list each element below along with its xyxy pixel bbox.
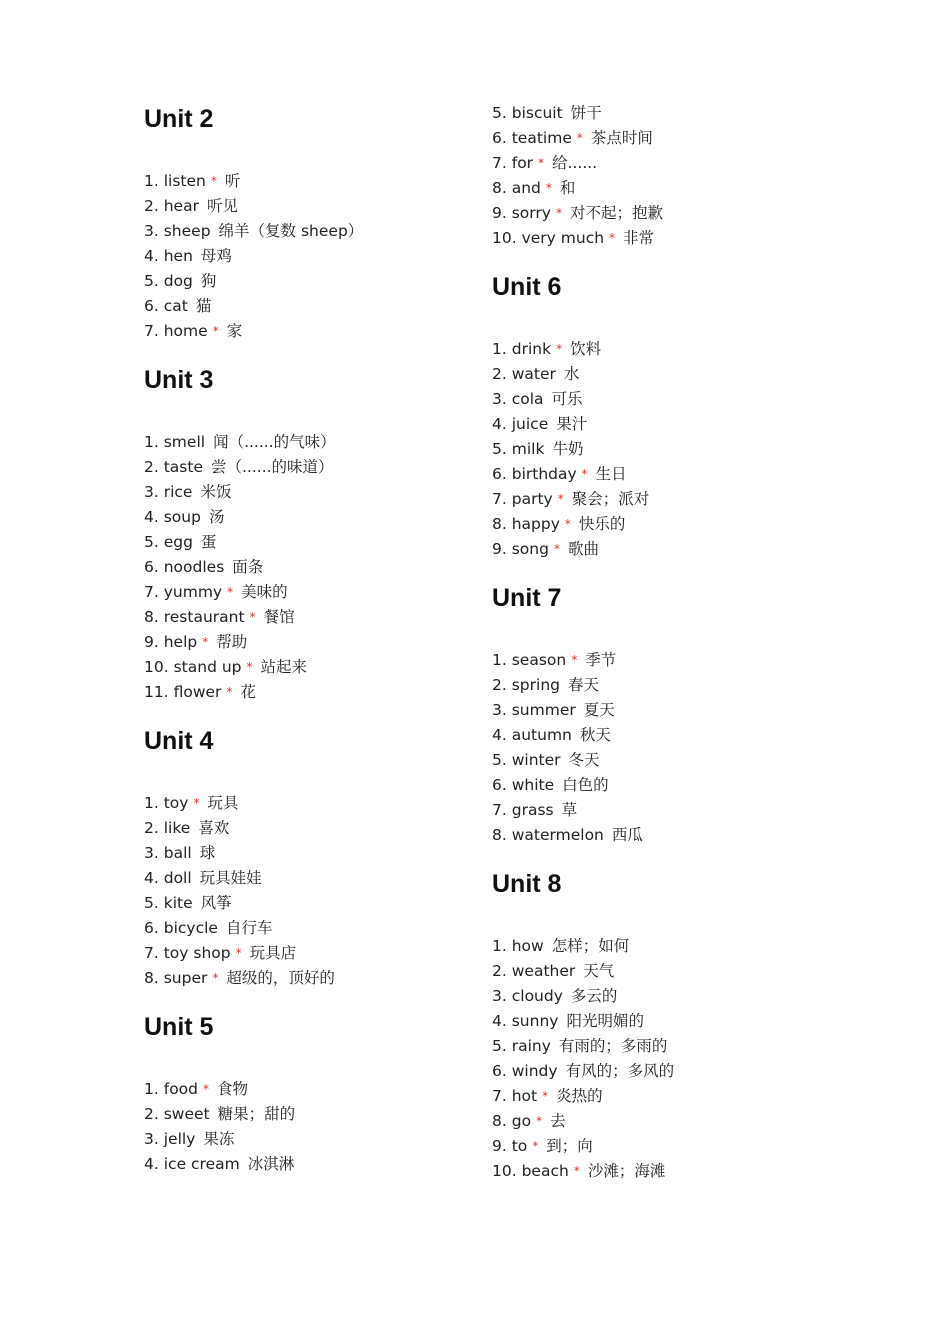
vocab-english: ball [163,844,192,862]
vocab-number: 3. [144,844,159,862]
key-word-star-icon: * [571,653,578,667]
vocab-english: water [511,365,556,383]
vocab-chinese: 米饭 [200,483,232,501]
vocab-number: 3. [492,987,507,1005]
vocab-item [144,505,224,530]
unit-heading: Unit 6 [492,273,562,301]
vocab-item [492,1084,603,1109]
vocab-chinese: 聚会；派对 [571,490,650,508]
vocab-number: 4. [144,247,159,265]
vocab-english: sunny [511,1012,559,1030]
vocab-item [492,698,615,723]
vocab-item [492,176,575,201]
vocab-number: 5. [492,104,507,122]
vocab-english: milk [511,440,545,458]
vocab-number: 7. [492,154,507,172]
vocab-number: 9. [492,1137,507,1155]
vocab-number: 6. [492,129,507,147]
vocab-item [144,916,272,941]
vocab-item [492,487,649,512]
vocab-number: 3. [144,222,159,240]
vocab-english: doll [163,869,192,887]
vocab-number: 8. [492,826,507,844]
vocab-chinese: 水 [563,365,580,383]
vocab-english: smell [163,433,206,451]
vocab-chinese: 春天 [568,676,600,694]
vocab-chinese: 天气 [583,962,615,980]
vocab-english: toy [163,794,189,812]
vocab-chinese: 冰淇淋 [247,1155,295,1173]
vocab-chinese: 给...... [552,154,598,172]
vocab-number: 8. [492,179,507,197]
vocab-item [492,934,629,959]
vocab-chinese: 西瓜 [611,826,643,844]
vocab-number: 3. [144,483,159,501]
key-word-star-icon: * [202,635,209,649]
vocab-chinese: 尝（......的味道） [211,458,334,476]
vocab-number: 5. [492,751,507,769]
vocab-number: 2. [492,676,507,694]
vocab-english: weather [511,962,576,980]
vocab-number: 10. [144,658,169,676]
vocab-english: summer [511,701,576,719]
vocab-number: 11. [144,683,169,701]
vocab-english: autumn [511,726,572,744]
key-word-star-icon: * [545,181,552,195]
vocab-chinese: 家 [226,322,243,340]
vocab-number: 1. [144,172,159,190]
vocab-chinese: 生日 [595,465,627,483]
vocab-item [492,387,583,412]
key-word-star-icon: * [555,206,562,220]
vocab-english: ice cream [163,1155,240,1173]
vocab-chinese: 糖果；甜的 [217,1105,296,1123]
vocab-number: 7. [492,490,507,508]
vocab-english: noodles [163,558,225,576]
key-word-star-icon: * [249,610,256,624]
vocab-chinese: 猫 [195,297,212,315]
vocab-english: for [511,154,534,172]
vocab-chinese: 蛋 [200,533,217,551]
vocab-english: happy [511,515,560,533]
vocab-english: restaurant [163,608,245,626]
vocab-chinese: 饮料 [570,340,602,358]
vocab-chinese: 去 [550,1112,566,1130]
vocab-english: spring [511,676,560,694]
vocab-number: 8. [144,969,159,987]
vocab-chinese: 牛奶 [552,440,584,458]
vocab-english: rainy [511,1037,551,1055]
vocab-number: 1. [144,794,159,812]
vocab-number: 5. [144,894,159,912]
vocab-english: flower [173,683,222,701]
vocab-item [492,673,599,698]
key-word-star-icon: * [532,1139,539,1153]
unit-heading: Unit 8 [492,870,562,898]
vocab-item [492,462,627,487]
vocab-chinese: 面条 [232,558,264,576]
vocab-item [492,798,577,823]
vocab-english: yummy [163,583,223,601]
vocab-chinese: 球 [199,844,216,862]
vocab-chinese: 母鸡 [200,247,232,265]
vocab-chinese: 秋天 [579,726,611,744]
key-word-star-icon: * [536,1114,543,1128]
vocab-item [492,437,583,462]
vocab-item [492,1034,667,1059]
vocab-item [492,773,609,798]
key-word-star-icon: * [212,324,219,338]
vocab-number: 1. [492,651,507,669]
vocab-number: 8. [492,515,507,533]
key-word-star-icon: * [193,796,200,810]
vocab-number: 6. [144,297,159,315]
vocab-number: 7. [492,1087,507,1105]
vocab-chinese: 夏天 [583,701,615,719]
vocab-english: hear [163,197,199,215]
vocab-number: 5. [492,440,507,458]
vocab-number: 5. [144,533,159,551]
vocab-number: 5. [492,1037,507,1055]
vocab-english: beach [521,1162,569,1180]
vocab-english: jelly [163,1130,196,1148]
key-word-star-icon: * [556,342,563,356]
vocab-item [144,791,238,816]
vocab-english: rice [163,483,193,501]
vocab-chinese: 非常 [623,229,655,247]
vocab-number: 4. [492,415,507,433]
vocab-item [492,723,611,748]
vocab-english: to [511,1137,528,1155]
vocab-number: 7. [492,801,507,819]
vocab-english: drink [511,340,552,358]
vocab-chinese: 食物 [217,1080,249,1098]
vocab-chinese: 季节 [585,651,617,669]
vocab-english: winter [511,751,561,769]
vocab-chinese: 果汁 [556,415,588,433]
vocab-english: soup [163,508,201,526]
vocab-chinese: 帮助 [216,633,248,651]
vocab-number: 2. [144,458,159,476]
vocab-number: 1. [144,1080,159,1098]
key-word-star-icon: * [203,1082,209,1096]
vocab-item [492,1109,566,1134]
key-word-star-icon: * [564,517,571,531]
vocab-english: listen [163,172,206,190]
vocab-number: 5. [144,272,159,290]
vocab-english: taste [163,458,203,476]
vocab-item [492,337,601,362]
vocab-number: 3. [492,390,507,408]
vocab-item [492,1059,674,1084]
vocab-english: like [163,819,191,837]
vocab-item [144,319,242,344]
vocab-number: 6. [492,776,507,794]
vocab-english: season [511,651,567,669]
vocab-english: how [511,937,544,955]
vocab-item [492,362,579,387]
vocab-chinese: 美味的 [241,583,288,601]
vocab-english: grass [511,801,554,819]
vocab-number: 2. [492,962,507,980]
vocab-item [144,966,335,991]
vocab-english: white [511,776,555,794]
key-word-star-icon: * [246,660,253,674]
vocab-number: 9. [492,540,507,558]
vocab-chinese: 闻（......的气味） [213,433,336,451]
vocab-chinese: 有雨的；多雨的 [558,1037,668,1055]
vocab-chinese: 沙滩；海滩 [587,1162,666,1180]
vocab-chinese: 喜欢 [198,819,230,837]
vocab-item [144,169,240,194]
vocab-number: 9. [492,204,507,222]
vocab-item [144,480,232,505]
vocab-chinese: 狗 [200,272,217,290]
vocab-number: 10. [492,229,517,247]
vocab-chinese: 花 [240,683,256,701]
vocab-item [492,151,597,176]
vocab-chinese: 玩具娃娃 [199,869,262,887]
vocab-chinese: 听 [224,172,241,190]
vocab-item [144,244,232,269]
vocab-english: birthday [511,465,577,483]
vocab-item [144,530,216,555]
vocab-item [144,580,288,605]
vocab-number: 8. [492,1112,507,1130]
unit-heading: Unit 5 [144,1013,214,1041]
vocab-item [144,941,296,966]
vocab-number: 2. [492,365,507,383]
vocab-english: home [163,322,208,340]
vocab-chinese: 超级的，顶好的 [226,969,335,987]
unit-heading: Unit 2 [144,105,214,133]
key-word-star-icon: * [581,467,588,481]
vocab-item [144,1152,294,1177]
vocab-item [492,984,617,1009]
vocab-item [492,201,663,226]
key-word-star-icon: * [538,156,545,170]
unit-heading: Unit 3 [144,366,214,394]
vocab-item [144,816,229,841]
vocab-item [492,412,587,437]
vocab-number: 8. [144,608,159,626]
vocab-english: stand up [173,658,242,676]
vocab-chinese: 草 [561,801,578,819]
vocab-item [492,1159,665,1184]
vocab-chinese: 炎热的 [556,1087,603,1105]
vocab-chinese: 和 [559,179,576,197]
vocab-item [144,891,232,916]
vocab-item [144,841,215,866]
vocab-item [144,455,334,480]
vocab-item [144,555,263,580]
vocab-item [144,430,336,455]
vocab-chinese: 风筝 [200,894,232,912]
vocab-number: 4. [492,1012,507,1030]
vocab-item [144,294,211,319]
key-word-star-icon: * [553,542,560,556]
vocab-number: 1. [144,433,159,451]
vocab-number: 3. [144,1130,159,1148]
vocab-english: go [511,1112,532,1130]
vocab-number: 6. [492,465,507,483]
vocab-item [144,194,238,219]
vocab-number: 1. [492,937,507,955]
vocab-chinese: 有风的；多风的 [565,1062,675,1080]
vocab-item [144,1127,234,1152]
vocab-number: 6. [144,919,159,937]
vocab-number: 3. [492,701,507,719]
vocab-chinese: 多云的 [570,987,618,1005]
vocab-number: 7. [144,583,159,601]
key-word-star-icon: * [609,231,616,245]
vocab-chinese: 果冻 [203,1130,235,1148]
vocab-english: bicycle [163,919,218,937]
vocab-english: sorry [511,204,551,222]
vocab-item [144,655,307,680]
vocab-number: 9. [144,633,159,651]
vocab-chinese: 阳光明媚的 [566,1012,644,1030]
vocab-item [492,512,625,537]
vocab-english: help [163,633,198,651]
vocab-english: very much [521,229,605,247]
vocab-english: sheep [163,222,211,240]
vocab-english: toy shop [163,944,231,962]
vocab-chinese: 快乐的 [578,515,626,533]
vocab-item [492,648,616,673]
key-word-star-icon: * [557,492,564,506]
vocab-chinese: 对不起；抱歉 [569,204,663,222]
vocab-chinese: 冬天 [568,751,600,769]
vocab-english: biscuit [511,104,563,122]
vocab-chinese: 歌曲 [567,540,599,558]
vocab-number: 4. [144,869,159,887]
vocab-chinese: 餐馆 [263,608,295,626]
vocab-english: dog [163,272,193,290]
vocab-english: windy [511,1062,558,1080]
vocab-english: teatime [511,129,572,147]
key-word-star-icon: * [227,585,234,599]
key-word-star-icon: * [212,971,219,985]
vocab-number: 6. [144,558,159,576]
unit-heading: Unit 7 [492,584,562,612]
vocab-english: sweet [163,1105,210,1123]
vocab-item [492,748,600,773]
vocab-chinese: 白色的 [562,776,609,794]
vocab-english: cloudy [511,987,563,1005]
vocab-chinese: 玩具店 [249,944,297,962]
vocab-number: 7. [144,322,159,340]
vocab-number: 1. [492,340,507,358]
key-word-star-icon: * [576,131,583,145]
vocab-chinese: 汤 [208,508,225,526]
vocab-item [492,226,654,251]
vocab-item [492,1009,644,1034]
vocab-item [492,1134,593,1159]
vocab-chinese: 饼干 [570,104,602,122]
vocab-item [144,219,363,244]
key-word-star-icon: * [542,1089,549,1103]
vocab-english: egg [163,533,193,551]
vocab-chinese: 绵羊（复数 sheep） [218,222,364,240]
vocab-chinese: 可乐 [551,390,583,408]
vocab-item [144,1102,295,1127]
key-word-star-icon: * [226,685,233,699]
vocab-item [144,269,216,294]
key-word-star-icon: * [235,946,242,960]
vocab-number: 2. [144,819,159,837]
vocab-item [492,537,599,562]
vocab-number: 6. [492,1062,507,1080]
vocab-english: hen [163,247,193,265]
vocab-chinese: 站起来 [260,658,308,676]
vocab-english: food [163,1080,198,1098]
unit-heading: Unit 4 [144,727,214,755]
key-word-star-icon: * [210,174,217,188]
vocab-english: watermelon [511,826,604,844]
vocab-number: 4. [492,726,507,744]
vocab-chinese: 自行车 [225,919,273,937]
vocab-item [144,630,247,655]
vocab-chinese: 玩具 [207,794,239,812]
vocab-english: cat [163,297,188,315]
vocab-english: and [511,179,541,197]
vocab-english: cola [511,390,544,408]
vocab-number: 2. [144,197,159,215]
vocab-chinese: 听见 [206,197,238,215]
vocab-item [492,126,653,151]
vocab-english: super [163,969,208,987]
vocab-number: 10. [492,1162,517,1180]
vocab-item [492,823,643,848]
vocab-number: 4. [144,1155,159,1173]
vocab-item [144,866,262,891]
vocab-chinese: 到；向 [546,1137,593,1155]
vocab-english: kite [163,894,193,912]
vocab-number: 2. [144,1105,159,1123]
vocab-english: party [511,490,553,508]
vocab-english: juice [511,415,549,433]
vocab-item [492,959,614,984]
vocab-number: 4. [144,508,159,526]
vocab-number: 7. [144,944,159,962]
vocab-item [144,605,295,630]
vocab-item [492,101,602,126]
vocab-item [144,1077,248,1102]
key-word-star-icon: * [573,1164,580,1178]
vocab-english: song [511,540,549,558]
vocab-chinese: 茶点时间 [590,129,653,147]
vocab-chinese: 怎样；如何 [551,937,630,955]
vocab-item [144,680,256,705]
vocab-english: hot [511,1087,538,1105]
